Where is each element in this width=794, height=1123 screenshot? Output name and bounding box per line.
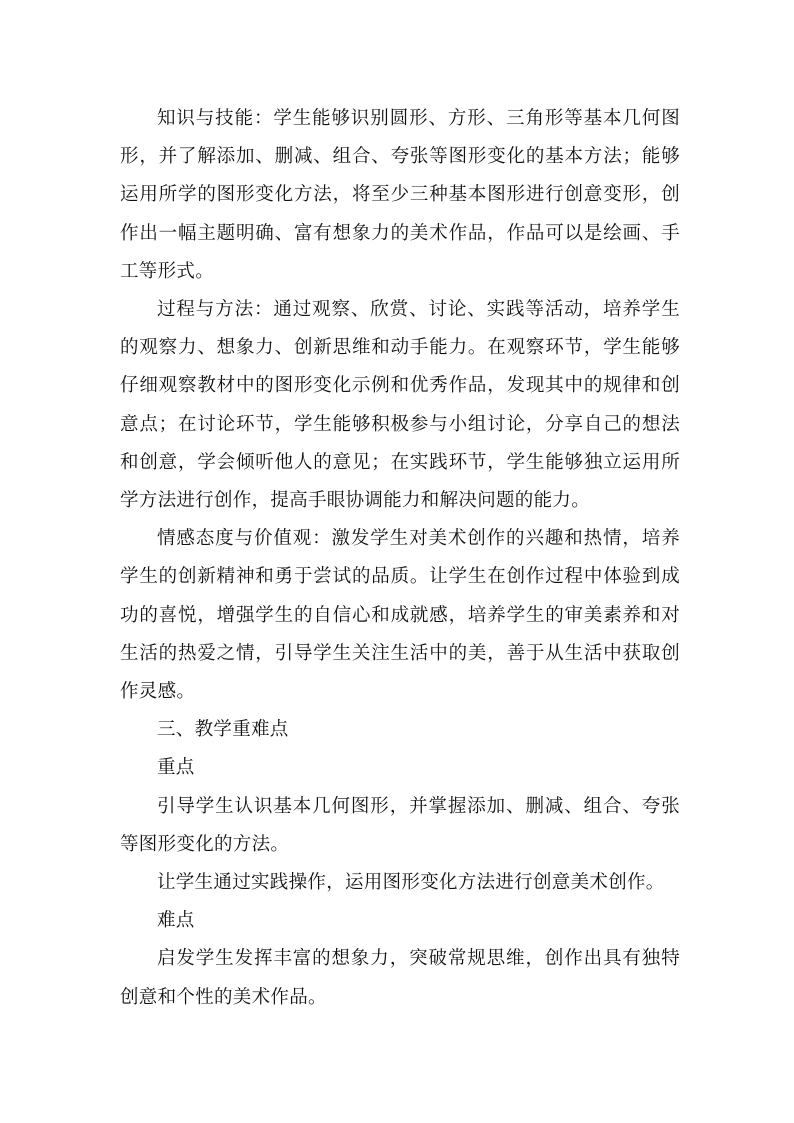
objective-process-methods: 过程与方法：通过观察、欣赏、讨论、实践等活动，培养学生的观察力、想象力、创新思维和动手能力。在观察环节，学生能够仔细观察教材中的图形变化示例和优秀作品，发现其中的规律和创意点；在讨论环节，学生能够积极参与小组讨论，分享自己的想法和创意，学会倾听他人的意见；在实践环节，学生能够独立运用所学方法进行创作，提高手眼协调能力和解决问题的能力。 bbox=[120, 299, 680, 512]
subheading-difficult-points: 难点 bbox=[157, 910, 195, 932]
key-point-1: 引导学生认识基本几何图形，并掌握添加、删减、组合、夸张等图形变化的方法。 bbox=[120, 795, 680, 855]
subheading-key-points: 重点 bbox=[157, 757, 195, 779]
difficult-point-1: 启发学生发挥丰富的想象力，突破常规思维，创作出具有独特创意和个性的美术作品。 bbox=[120, 948, 680, 1008]
section-heading-key-difficult-points: 三、教学重难点 bbox=[157, 719, 289, 741]
document-page bbox=[120, 100, 680, 1017]
key-point-2: 让学生通过实践操作，运用图形变化方法进行创意美术创作。 bbox=[157, 872, 665, 894]
objective-emotion-values: 情感态度与价值观：激发学生对美术创作的兴趣和热情，培养学生的创新精神和勇于尝试的品质。让学生在创作过程中体验到成功的喜悦，增强学生的自信心和成就感，培养学生的审美素养和对生活的热爱之情，引导学生关注生活中的美，善于从生活中获取创作灵感。 bbox=[120, 528, 680, 703]
objective-knowledge-skills: 知识与技能：学生能够识别圆形、方形、三角形等基本几何图形，并了解添加、删减、组合、夸张等图形变化的基本方法；能够运用所学的图形变化方法，将至少三种基本图形进行创意变形，创作出一幅主题明确、富有想象力的美术作品，作品可以是绘画、手工等形式。 bbox=[120, 108, 680, 282]
